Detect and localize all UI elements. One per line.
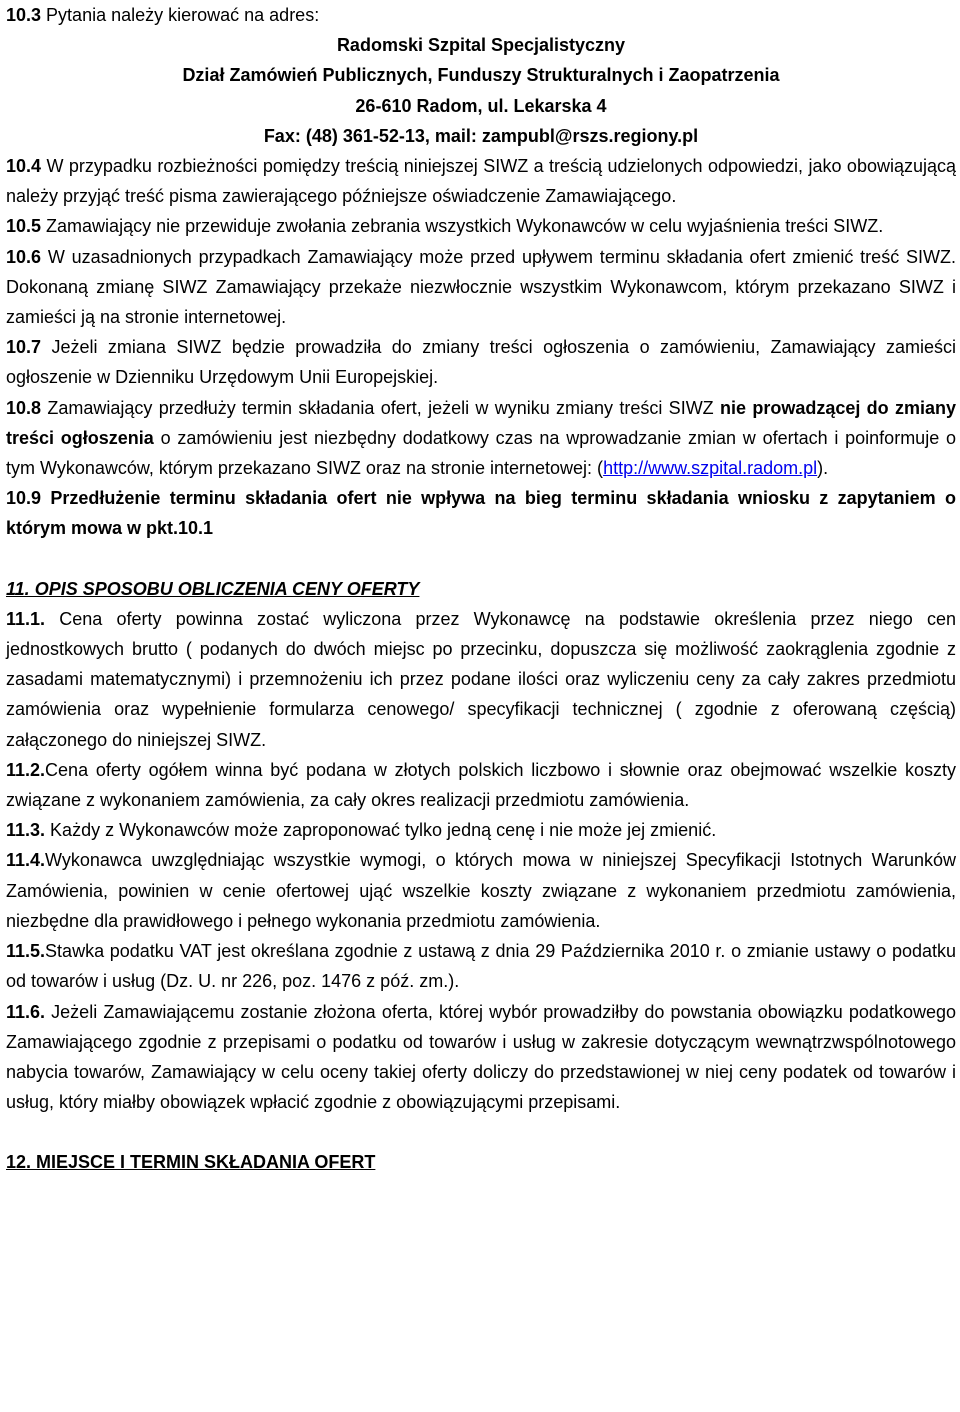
section-text: o zamówieniu jest niezbędny dodatkowy czas na wprowadzanie zmian w ofertach i poinformuje o tym Wykonawców, którym przekazano SIWZ oraz na stronie internetowej: ( — [6, 427, 956, 479]
section-number: 11.5. — [6, 941, 46, 962]
section-11-6 — [6, 997, 956, 1118]
address-line-contact: Fax: (48) 361-52-13, mail: zampubl@rszs.regiony.pl — [263, 125, 699, 146]
section-text: Przedłużenie terminu składania ofert nie wpływa na bieg terminu składania wniosku z zapytaniem o którym mowa w pkt.10.1 — [6, 488, 956, 539]
heading-section-12: 12. MIEJSCE I TERMIN SKŁADANIA OFERT — [6, 1152, 376, 1173]
section-text: W uzasadnionych przypadkach Zamawiający może przed upływem terminu składania ofert zmienić treść SIWZ. Dokonaną zmianę SIWZ Zamawiający przekaże niezwłocznie wszystkim Wykonawcom, którym przekazano SIWZ i zamieści ją na stronie internetowej. — [6, 246, 956, 328]
section-number: 11.2. — [6, 759, 46, 780]
section-number: 10.6 — [6, 246, 42, 267]
section-text: Wykonawca uwzględniając wszystkie wymogi, o których mowa w niniejszej Specyfikacji Istotnych Warunków Zamówienia, powinien w cenie ofertowej ująć wszelkie koszty związane z wykonaniem przedmiotu zamówienia, niezbędne dla prawidłowego i pełnego wykonania przedmiotu zamówienia. — [6, 850, 956, 931]
section-text: W przypadku rozbieżności pomiędzy treścią niniejszej SIWZ a treścią udzielonych odpowiedzi, jako obowiązującą należy przyjąć treść pisma zawierającego późniejsze oświadczenie Zamawiającego. — [6, 156, 956, 207]
section-number: 10.8 — [6, 397, 42, 418]
spacer — [6, 544, 956, 574]
section-text: Zamawiający przedłuży termin składania ofert, jeżeli w wyniku zmiany treści SIWZ — [41, 397, 720, 418]
section-number: 10.4 — [6, 156, 42, 177]
section-11-5 — [6, 936, 956, 996]
section-10-7 — [6, 332, 956, 392]
section-text: ). — [817, 458, 829, 479]
spacer — [6, 1117, 956, 1147]
address-line-institution: Radomski Szpital Specjalistyczny — [336, 35, 626, 56]
section-11-1 — [6, 604, 956, 755]
section-number: 10.7 — [6, 337, 42, 358]
section-10-4 — [6, 151, 956, 211]
section-11-3 — [6, 815, 956, 845]
section-10-8 — [6, 393, 956, 484]
section-11-4 — [6, 845, 956, 936]
section-text: Jeżeli Zamawiającemu zostanie złożona oferta, której wybór prowadziłby do powstania obowiązku podatkowego Zamawiającego zgodnie z przepisami o podatku od towarów i usług w zakresie dotyczącym wewnątrzwspólnotowego nabycia towarów, Zamawiający w celu oceny takiej oferty doliczy do przedstawionej w niej ceny podatek od towarów i usług, który miałby obowiązek wpłacić zgodnie z obowiązującymi przepisami. — [6, 1001, 956, 1113]
section-text: Stawka podatku VAT jest określana zgodnie z ustawą z dnia 29 Października 2010 r. o zmianie ustawy o podatku od towarów i usług (Dz. U. nr 226, poz. 1476 z póź. zm.). — [6, 941, 956, 992]
section-number: 10.3 — [6, 5, 42, 25]
section-10-6 — [6, 242, 956, 333]
section-text: Cena oferty ogółem winna być podana w złotych polskich liczbowo i słownie oraz obejmować wszelkie koszty związane z wykonaniem zamówienia, za cały okres realizacji przedmiotu zamówienia. — [6, 759, 956, 811]
section-text: Cena oferty powinna zostać wyliczona przez Wykonawcę na podstawie określenia przez niego cen jednostkowych brutto ( podanych do dwóch miejsc po przecinku, dopuszcza się możliwość zaokrąglenia zgodnie z zasadami matematycznymi) i przemnożeniu ich przez podane ilości oraz wyliczeniu ceny za cały zakres przedmiotu zamówienia oraz wypełnienie formularza cenowego/ specyfikacji technicznej ( zgodnie z oferowaną częścią) załączonego do niniejszej SIWZ. — [6, 608, 956, 750]
section-text: Pytania należy kierować na adres: — [41, 5, 320, 25]
section-text: Każdy z Wykonawców może zaproponować tylko jedną cenę i nie może jej zmienić. — [45, 820, 717, 841]
section-10-9 — [6, 483, 956, 543]
section-text-bold: nie prowadzącej do zmiany treści ogłoszenia — [6, 397, 956, 448]
address-line-street: 26-610 Radom, ul. Lekarska 4 — [355, 95, 607, 116]
section-10-3 — [6, 0, 956, 30]
section-text: Jeżeli zmiana SIWZ będzie prowadziła do zmiany treści ogłoszenia o zamówieniu, Zamawiający zamieści ogłoszenie w Dzienniku Urzędowym Unii Europejskiej. — [6, 337, 956, 388]
website-link[interactable]: http://www.szpital.radom.pl — [603, 458, 818, 479]
section-text: Zamawiający nie przewiduje zwołania zebrania wszystkich Wykonawców w celu wyjaśnienia treści SIWZ. — [41, 216, 884, 237]
section-number: 10.5 — [6, 216, 42, 237]
section-number: 10.9 — [6, 488, 42, 509]
section-10-5 — [6, 211, 956, 241]
heading-section-11: 11. OPIS SPOSOBU OBLICZENIA CENY OFERTY — [6, 578, 420, 599]
address-line-department: Dział Zamówień Publicznych, Funduszy Strukturalnych i Zaopatrzenia — [182, 65, 780, 86]
section-number: 11.4. — [6, 850, 46, 871]
section-number: 11.1. — [6, 608, 46, 629]
section-number: 11.3. — [6, 820, 46, 841]
section-number: 11.6. — [6, 1001, 46, 1022]
section-11-2 — [6, 755, 956, 815]
